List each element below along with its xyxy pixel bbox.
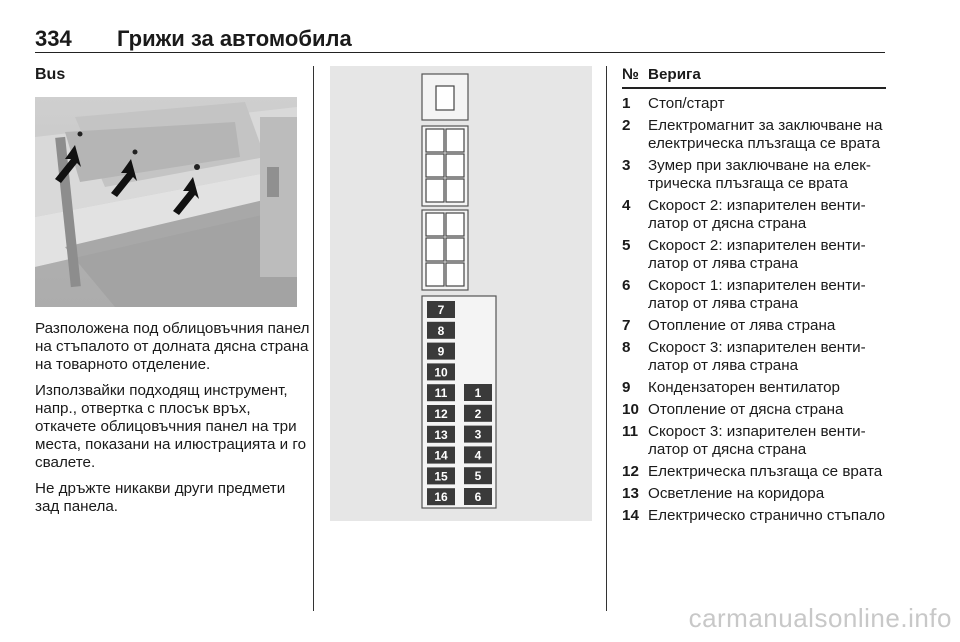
column-header-number: №: [622, 66, 639, 83]
fuse-slot-13: [427, 426, 455, 443]
fuse-number: 5: [622, 237, 631, 254]
column-header-circuit: Верига: [648, 66, 701, 83]
circuit-name: Зумер при заключване на елек-трическа плъзгаща се врата: [648, 157, 871, 192]
fuse-slot-3: [464, 426, 492, 443]
circuit-name: Отопление от лява страна: [648, 317, 836, 334]
circuit-name: Електрическа плъзгаща се врата: [648, 463, 883, 480]
circuit-name: Кондензаторен вентилатор: [648, 379, 841, 396]
fuse-label: 2: [474, 406, 482, 421]
fuse-slot-11: [427, 384, 455, 401]
table-row: [622, 197, 886, 233]
table-row: [622, 423, 886, 459]
fuse-label: 10: [434, 365, 448, 380]
fuse-number: 1: [622, 95, 631, 112]
fuse-number: 7: [622, 317, 631, 334]
circuit-name: Електромагнит за заключване на електрическа плъзгаща се врата: [648, 117, 883, 152]
page-header: [35, 22, 885, 53]
table-row: [622, 117, 886, 153]
table-row: [622, 401, 886, 419]
circuit-name: Скорост 3: изпарителен венти-латор от дясна страна: [648, 423, 866, 458]
fuse-label: 16: [434, 490, 448, 505]
circuit-name: Скорост 2: изпарителен венти-латор от дясна страна: [648, 197, 866, 232]
fuse-number: 4: [622, 197, 631, 214]
circuit-name: Електрическо странично стъпало: [648, 507, 886, 524]
fuse-slot-5: [464, 467, 492, 484]
fuse-number: 9: [622, 379, 631, 396]
table-row: [622, 507, 886, 525]
section-title: Bus: [35, 66, 66, 83]
fuse-label: 8: [437, 323, 445, 338]
table-row: [622, 339, 886, 375]
circuit-name: Скорост 1: изпарителен венти-латор от лява страна: [648, 277, 866, 312]
fuse-slot-10: [427, 363, 455, 380]
fuse-slot-1: [464, 384, 492, 401]
fuse-slot-9: [427, 343, 455, 360]
table-row: [622, 379, 886, 397]
fuse-label: 12: [434, 407, 448, 421]
fuse-label: 7: [437, 303, 445, 317]
fuse-slot-7: [427, 301, 455, 318]
table-row: [622, 237, 886, 273]
fuse-label: 6: [474, 490, 482, 504]
circuit-name: Осветление на коридора: [648, 485, 825, 502]
table-body: [622, 95, 886, 525]
fuse-slot-16: [427, 488, 455, 505]
fuse-number: 2: [622, 117, 631, 134]
fuse-number: 3: [622, 157, 631, 174]
page-number: 334: [35, 26, 72, 51]
table-row: [622, 277, 886, 313]
table-row: [622, 95, 886, 113]
fuse-label: 9: [437, 344, 445, 359]
fuse-slot-4: [464, 446, 492, 463]
fuse-slot-6: [464, 488, 492, 505]
column-divider-right: [606, 66, 607, 611]
fuse-label: 3: [474, 427, 482, 442]
fuse-label: 5: [474, 469, 482, 484]
table-row: [622, 485, 886, 503]
fuse-label: 4: [474, 448, 482, 463]
circuit-name: Скорост 3: изпарителен венти-латор от лява страна: [648, 339, 866, 374]
watermark: carmanualsonline.info: [688, 603, 952, 633]
table-row: [622, 317, 886, 335]
fuse-number: 6: [622, 277, 631, 294]
fuse-slot-8: [427, 322, 455, 339]
table-row: [622, 157, 886, 193]
paragraph-instructions: Използвайки подходящ инструмент, напр., отвертка с плосък връх, откачете облицовъчния панел на три места, показани на илюстрацията и го свалете.: [35, 382, 307, 471]
fuse-number: 11: [622, 423, 639, 440]
fuse-label: 15: [434, 469, 448, 484]
page-title: Грижи за автомобила: [117, 26, 352, 51]
fuse-box-diagram: [330, 66, 592, 521]
fuse-label: 1: [474, 386, 482, 400]
fuse-location-photo: [35, 97, 297, 307]
circuit-name: Отопление от дясна страна: [648, 401, 844, 418]
fuse-slot-12: [427, 405, 455, 422]
fuse-number: 12: [622, 463, 639, 480]
description: [35, 320, 310, 524]
fuse-label: 11: [434, 386, 448, 401]
fuse-slot-15: [427, 467, 455, 484]
fuse-number: 13: [622, 485, 639, 502]
fuse-label: 13: [434, 427, 448, 442]
column-divider-left: [313, 66, 314, 611]
table-header: [622, 66, 886, 89]
fuse-table: [622, 66, 886, 529]
fuse-slot-14: [427, 447, 455, 464]
paragraph-warning: Не дръжте никакви други предмети зад панела.: [35, 480, 286, 515]
fuse-number: 10: [622, 401, 639, 418]
fuse-number: 14: [622, 507, 639, 524]
paragraph-location: Разположена под облицовъчния панел на стъпалото от долната дясна страна на товарното отделение.: [35, 320, 310, 373]
circuit-name: Скорост 2: изпарителен венти-латор от лява страна: [648, 237, 866, 272]
fuse-slot-2: [464, 405, 492, 422]
table-row: [622, 463, 886, 481]
fuse-number: 8: [622, 339, 631, 356]
circuit-name: Стоп/старт: [648, 95, 725, 112]
fuse-label: 14: [434, 448, 448, 463]
